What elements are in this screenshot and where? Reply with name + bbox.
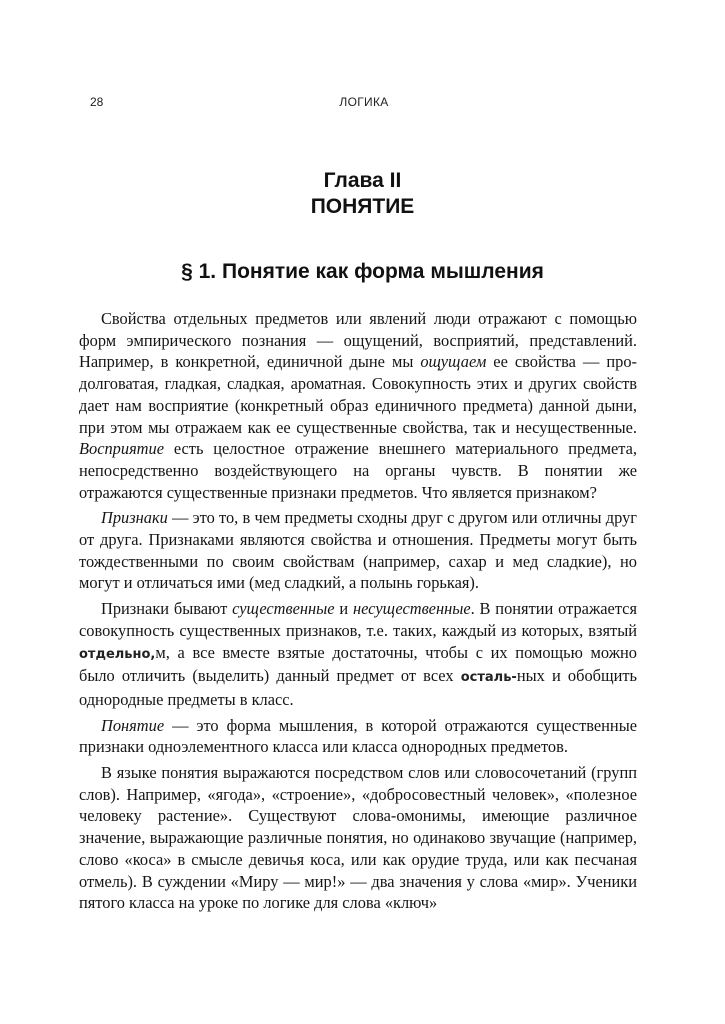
- p3-text-1: Признаки бывают: [101, 599, 233, 619]
- paragraph-5: [79, 762, 637, 914]
- p5-text: В языке понятия выражаются посредством слов или словосочетаний (групп слов). Например, «ягода», «строение», «добросовестный человек», «полезное человеку растение». Существуют слова-омонимы, имеющие различное значение, выражающие различные понятия, но одинаково звучащие (например, слово «коса» в смысле девичья коса, или как орудие труда, или как песчаная отмель). В суждении «Миру — мир!» — два значения у слова «мир». Ученики пятого класса на уроке по логике для слова «ключ»: [79, 763, 637, 913]
- p3-text-2: и: [334, 599, 353, 619]
- p2-text: — это то, в чем предметы сходны друг с другом или отличны друг от друга. Признаками являются свойства и отношения. Предметы могут быть тождественными по своим свойствам (например, сахар и мед сладкие), но могут и отличаться ими (мед сладкий, а полынь горькая).: [79, 508, 637, 593]
- paragraph-4: [79, 715, 637, 758]
- paragraph-1: [79, 308, 637, 503]
- chapter-title: ПОНЯТИЕ: [310, 195, 415, 218]
- section-title: § 1. Понятие как форма мышления: [181, 260, 544, 283]
- p3-overlap-text: отдельно,: [79, 646, 156, 662]
- p3-overlap-text-2: осталь-: [460, 670, 517, 686]
- p1-text-3: есть целостное отражение внешнего материального предмета, непосредственно воздействующего на органы чувств. В понятии же отражаются существенные признаки предметов. Что является признаком?: [79, 439, 637, 502]
- chapter-heading: [0, 168, 725, 220]
- running-head: [86, 95, 642, 111]
- p4-term-concept: Понятие: [101, 715, 165, 735]
- p3-text-3: . В понятии отражается совокупность существенных признаков, т.е. таких, каждый из которых, взятый: [79, 599, 638, 640]
- p2-term-features: Признаки: [101, 508, 168, 528]
- p3-term-nonessential: несущественные: [352, 599, 471, 619]
- p1-term-perception: Восприятие: [79, 439, 164, 459]
- paragraph-3: [79, 598, 637, 711]
- p1-text-1: Свойства отдельных предметов или явлений люди отражают с помощью форм эмпирического познания — ощущений, восприятий, представлений. Например, в конкретной, единичной дыне мы: [79, 309, 637, 372]
- p1-term-sensation: ощущаем: [420, 352, 487, 372]
- page-number: 28: [90, 95, 104, 109]
- p3-text-4: м, а все вместе взятые достаточны, чтобы с их помощью можно было отличить (выделить) данный предмет от всех: [79, 642, 637, 686]
- running-title: ЛОГИКА: [339, 95, 389, 109]
- chapter-label: Глава II: [323, 169, 402, 192]
- paragraph-2: [79, 507, 637, 594]
- p1-text-2: ее свойства — продолговатая, гладкая, сладкая, ароматная. Совокупность этих и других свойств дает нам восприятие (конкретный образ единичного предмета) данной дыни, при этом мы отражаем как ее существенные свойства, так и несущественные.: [79, 352, 637, 437]
- p4-text: — это форма мышления, в которой отражаются существенные признаки одноэлементного класса или класса однородных предметов.: [79, 715, 637, 757]
- p3-term-essential: существенные: [232, 599, 335, 619]
- body-text: [79, 308, 637, 914]
- p3-text-5: ных и обобщить однородные предметы в класс.: [79, 666, 638, 709]
